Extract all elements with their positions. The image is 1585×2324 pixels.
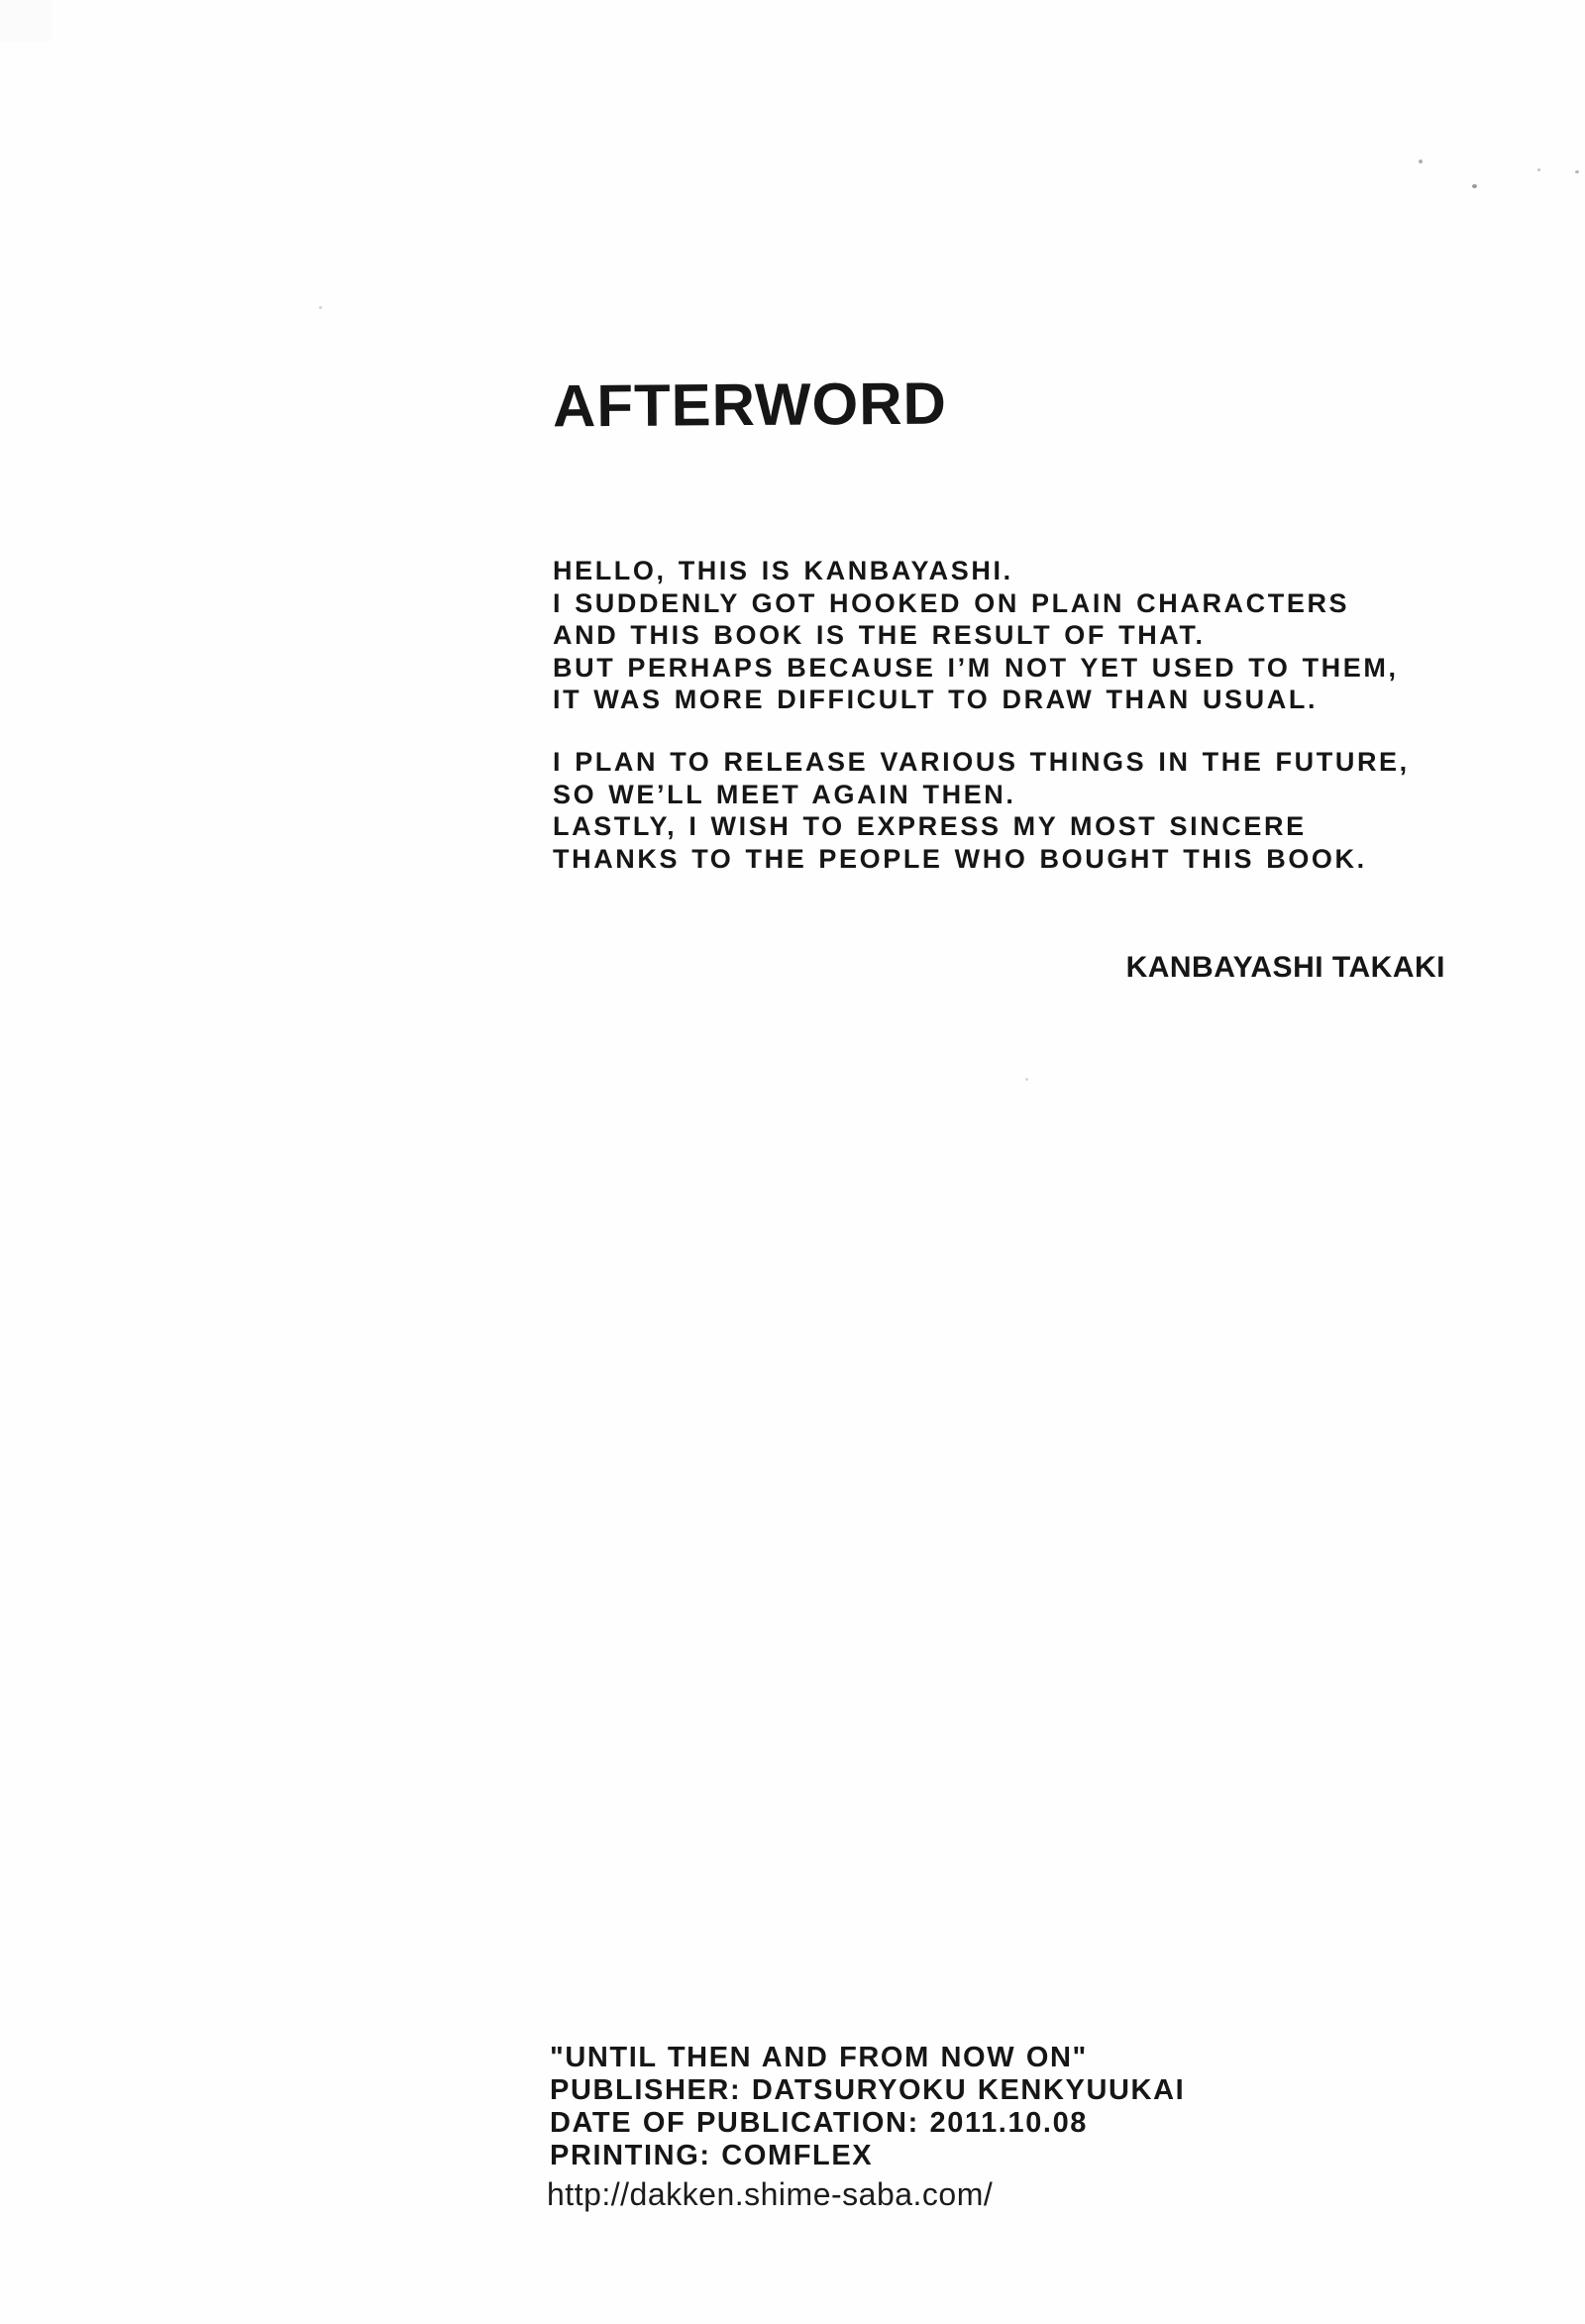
- scan-speck: [1537, 168, 1540, 171]
- text-line: I SUDDENLY GOT HOOKED ON PLAIN CHARACTERS: [553, 587, 1350, 618]
- text-line: THANKS TO THE PEOPLE WHO BOUGHT THIS BOOK.: [553, 843, 1367, 874]
- scan-speck: [1025, 1078, 1028, 1081]
- author-signature: KANBAYASHI TAKAKI: [1125, 951, 1445, 984]
- text-line: BUT PERHAPS BECAUSE I’M NOT YET USED TO THEM,: [553, 652, 1399, 683]
- text-line: LASTLY, I WISH TO EXPRESS MY MOST SINCERE: [553, 811, 1307, 841]
- scan-speck: [319, 306, 322, 309]
- colophon-book-title: "UNTIL THEN AND FROM NOW ON": [550, 2042, 1088, 2073]
- text-line: HELLO, THIS IS KANBAYASHI.: [553, 556, 1013, 585]
- scan-speck: [1472, 184, 1477, 188]
- colophon-block: [550, 2042, 1185, 2172]
- scan-speck: [1575, 170, 1579, 173]
- text-line: AND THIS BOOK IS THE RESULT OF THAT.: [553, 620, 1206, 650]
- afterword-paragraph-2: [553, 746, 1410, 875]
- text-line: I PLAN TO RELEASE VARIOUS THINGS IN THE FUTURE,: [553, 747, 1410, 777]
- afterword-paragraph-1: [553, 555, 1399, 716]
- text-line: IT WAS MORE DIFFICULT TO DRAW THAN USUAL.: [553, 685, 1319, 714]
- colophon-publication-date: DATE OF PUBLICATION: 2011.10.08: [550, 2107, 1089, 2139]
- colophon-url: http://dakken.shime-saba.com/: [547, 2176, 994, 2212]
- colophon-publisher: PUBLISHER: DATSURYOKU KENKYUUKAI: [550, 2074, 1186, 2106]
- scan-corner-tint: [0, 0, 52, 42]
- colophon-printing: PRINTING: COMFLEX: [550, 2140, 874, 2171]
- page-title: AFTERWORD: [552, 370, 948, 440]
- scan-speck: [1419, 159, 1423, 163]
- text-line: SO WE’LL MEET AGAIN THEN.: [553, 779, 1016, 809]
